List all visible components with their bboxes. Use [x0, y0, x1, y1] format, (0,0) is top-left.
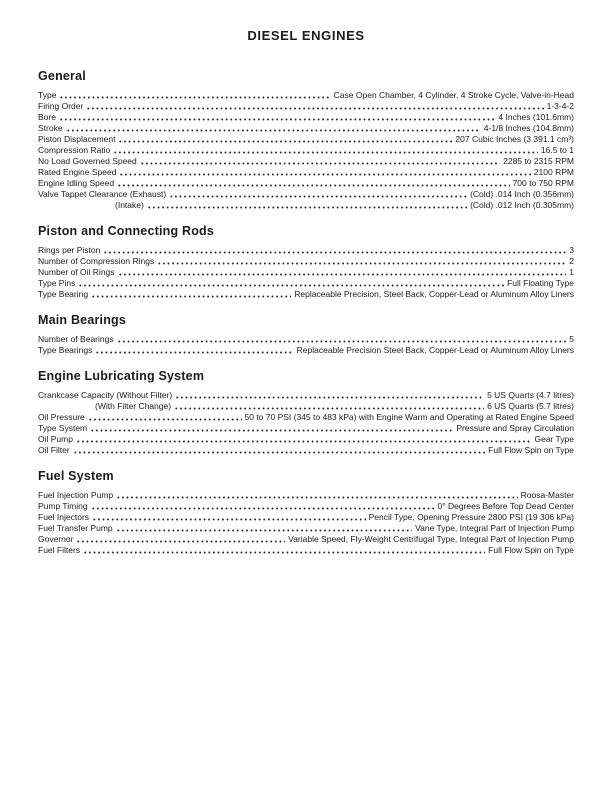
- section-engine-lubricating-system: [38, 369, 574, 456]
- spec-label: (With Filter Change): [95, 401, 172, 411]
- spec-row: [38, 112, 574, 123]
- spec-label: Oil Pump: [38, 434, 73, 444]
- spec-label: Type Bearing: [38, 289, 89, 299]
- spec-row: [38, 501, 574, 512]
- spec-label: Fuel Transfer Pump: [38, 523, 113, 533]
- spec-row: [38, 445, 574, 456]
- dot-leader: [95, 345, 293, 356]
- spec-value: Full Floating Type: [507, 278, 574, 288]
- spec-row: [38, 178, 574, 189]
- spec-label: Type Bearings: [38, 345, 93, 355]
- dot-leader: [88, 412, 242, 423]
- spec-label: Compression Ratio: [38, 145, 111, 155]
- spec-row: [38, 200, 574, 211]
- spec-label: Governor: [38, 534, 74, 544]
- spec-value: 5: [569, 334, 574, 344]
- spec-value: 1-3-4-2: [546, 101, 574, 111]
- spec-label: Engine Idling Speed: [38, 178, 115, 188]
- spec-value: Full Flow Spin on Type: [488, 445, 574, 455]
- spec-value: 3: [569, 245, 574, 255]
- spec-value: Variable Speed, Fly-Weight Centrifugal Type, Integral Part of Injection Pump: [288, 534, 574, 544]
- dot-leader: [175, 390, 484, 401]
- spec-row: [38, 90, 574, 101]
- dot-leader: [92, 512, 366, 523]
- spec-row: [38, 401, 574, 412]
- section-heading: Main Bearings: [38, 313, 127, 327]
- dot-leader: [86, 101, 543, 112]
- dot-leader: [169, 189, 467, 200]
- spec-value: 4 Inches (101.6mm): [498, 112, 574, 122]
- spec-row: [38, 423, 574, 434]
- dot-leader: [66, 123, 481, 134]
- spec-label: No Load Governed Speed: [38, 156, 137, 166]
- spec-value: 50 to 70 PSI (345 to 483 kPa) with Engine Warm and Operating at Rated Engine Speed: [244, 412, 574, 422]
- dot-leader: [118, 267, 567, 278]
- dot-leader: [116, 490, 517, 501]
- spec-value: (Cold) .014 Inch (0.356mm): [470, 189, 574, 199]
- spec-value: Replaceable Precision, Steel Back, Copper-Lead or Aluminum Alloy Liners: [294, 289, 574, 299]
- spec-row: [38, 345, 574, 356]
- spec-value: Pressure and Spray Circulation: [456, 423, 574, 433]
- spec-value: Gear Type: [534, 434, 574, 444]
- spec-label: Stroke: [38, 123, 63, 133]
- dot-leader: [76, 434, 531, 445]
- section-main-bearings: [38, 313, 574, 356]
- spec-label: Number of Bearings: [38, 334, 114, 344]
- spec-value: 700 to 750 RPM: [512, 178, 574, 188]
- dot-leader: [91, 289, 291, 300]
- spec-row: [38, 412, 574, 423]
- spec-sections: [38, 69, 574, 556]
- section-fuel-system: [38, 469, 574, 556]
- dot-leader: [118, 134, 452, 145]
- spec-value: 2285 to 2315 RPM: [503, 156, 574, 166]
- section-heading: Fuel System: [38, 469, 114, 483]
- dot-leader: [59, 112, 495, 123]
- spec-value: Case Open Chamber, 4 Cylinder, 4 Stroke Cycle, Valve-in-Head: [333, 90, 574, 100]
- spec-row: [38, 145, 574, 156]
- spec-row: [38, 101, 574, 112]
- spec-row: [38, 434, 574, 445]
- dot-leader: [147, 200, 467, 211]
- spec-label: Fuel Injection Pump: [38, 490, 114, 500]
- dot-leader: [113, 145, 538, 156]
- dot-leader: [78, 278, 504, 289]
- spec-label: Pump Timing: [38, 501, 88, 511]
- spec-label: Number of Oil Rings: [38, 267, 115, 277]
- spec-row: [38, 490, 574, 501]
- spec-value: 4-1/8 Inches (104.8mm): [483, 123, 574, 133]
- spec-value: 0° Degrees Before Top Dead Center: [437, 501, 574, 511]
- spec-row: [38, 512, 574, 523]
- spec-row: [38, 289, 574, 300]
- spec-row: [38, 189, 574, 200]
- spec-value: 6 US Quarts (5.7 litres): [487, 401, 574, 411]
- spec-label: Oil Pressure: [38, 412, 85, 422]
- spec-label: Valve Tappet Clearance (Exhaust): [38, 189, 167, 199]
- spec-value: Roosa-Master: [520, 490, 574, 500]
- dot-leader: [103, 245, 566, 256]
- spec-row: [38, 523, 574, 534]
- spec-value: 207 Cubic Inches (3 391.1 cm³): [455, 134, 574, 144]
- spec-value: 2: [569, 256, 574, 266]
- spec-row: [38, 534, 574, 545]
- spec-value: 1: [569, 267, 574, 277]
- spec-row: [38, 123, 574, 134]
- spec-label: Type Pins: [38, 278, 76, 288]
- spec-row: [38, 545, 574, 556]
- spec-row: [38, 245, 574, 256]
- spec-value: Pencil Type, Opening Pressure 2800 PSI (19 306 kPa): [368, 512, 574, 522]
- dot-leader: [91, 501, 435, 512]
- spec-value: (Cold) .012 Inch (0.305mm): [470, 200, 574, 210]
- spec-label: Firing Order: [38, 101, 84, 111]
- spec-row: [38, 334, 574, 345]
- spec-value: 2100 RPM: [533, 167, 574, 177]
- dot-leader: [117, 178, 509, 189]
- spec-label: Oil Filter: [38, 445, 70, 455]
- spec-label: Type System: [38, 423, 88, 433]
- dot-leader: [59, 90, 330, 101]
- spec-value: 16.5 to 1: [540, 145, 574, 155]
- section-general: [38, 69, 574, 211]
- dot-leader: [76, 534, 285, 545]
- spec-row: [38, 390, 574, 401]
- spec-value: Full Flow Spin on Type: [488, 545, 574, 555]
- section-piston-and-connecting-rods: [38, 224, 574, 300]
- spec-label: Fuel Injectors: [38, 512, 90, 522]
- spec-value: Replaceable Precision Steel Back, Copper-Lead or Aluminum Alloy Liners: [296, 345, 574, 355]
- dot-leader: [116, 523, 412, 534]
- spec-label: Fuel Filters: [38, 545, 81, 555]
- spec-label: Piston Displacement: [38, 134, 116, 144]
- page-title: DIESEL ENGINES: [247, 28, 365, 43]
- spec-value: Vane Type, Integral Part of Injection Pump: [415, 523, 574, 533]
- spec-row: [38, 156, 574, 167]
- spec-row: [38, 167, 574, 178]
- dot-leader: [119, 167, 530, 178]
- spec-label: Crankcase Capacity (Without Filter): [38, 390, 173, 400]
- spec-label: Number of Compression Rings: [38, 256, 155, 266]
- spec-label: Bore: [38, 112, 56, 122]
- spec-label: Type: [38, 90, 57, 100]
- spec-label: Rings per Piston: [38, 245, 101, 255]
- section-heading: Engine Lubricating System: [38, 369, 205, 383]
- dot-leader: [117, 334, 567, 345]
- section-heading: Piston and Connecting Rods: [38, 224, 215, 238]
- dot-leader: [73, 445, 486, 456]
- section-heading: General: [38, 69, 86, 83]
- spec-label: (Intake): [115, 200, 144, 210]
- dot-leader: [83, 545, 485, 556]
- spec-label: Rated Engine Speed: [38, 167, 117, 177]
- dot-leader: [90, 423, 453, 434]
- spec-value: 5 US Quarts (4.7 litres): [487, 390, 574, 400]
- spec-row: [38, 134, 574, 145]
- dot-leader: [174, 401, 484, 412]
- spec-row: [38, 267, 574, 278]
- dot-leader: [140, 156, 500, 167]
- dot-leader: [157, 256, 566, 267]
- spec-row: [38, 278, 574, 289]
- spec-row: [38, 256, 574, 267]
